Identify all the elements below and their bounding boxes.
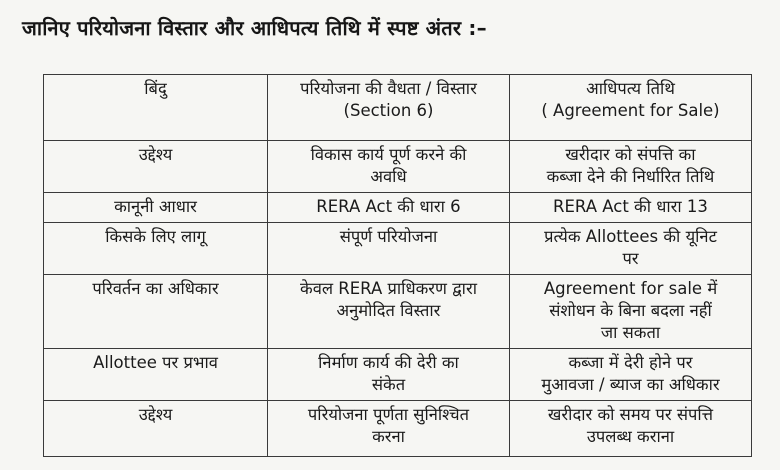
row-label-cell xyxy=(44,223,268,275)
cell-line: संकेत xyxy=(371,375,406,394)
cell-line: RERA Act की धारा 13 xyxy=(553,197,708,216)
cell-line: कब्जा में देरी होने पर xyxy=(568,353,693,372)
cell-line: आधिपत्य तिथि xyxy=(586,79,675,98)
header-cell-possession-date xyxy=(510,75,752,141)
table-row xyxy=(44,349,752,401)
table-cell xyxy=(268,193,510,223)
cell-line: परिवर्तन का अधिकार xyxy=(92,279,219,298)
cell-line: अनुमोदित विस्तार xyxy=(336,301,441,320)
cell-line: (Section 6) xyxy=(343,101,434,120)
page-heading: जानिए परियोजना विस्तार और आधिपत्य तिथि में स्पष्ट अंतर :– xyxy=(22,16,487,40)
table-cell xyxy=(510,349,752,401)
cell-line: पर xyxy=(622,249,639,268)
cell-line: कानूनी आधार xyxy=(114,197,197,216)
cell-line: बिंदु xyxy=(144,79,167,98)
table-cell xyxy=(510,223,752,275)
cell-line: परियोजना पूर्णता सुनिश्चित xyxy=(307,405,470,424)
comparison-table xyxy=(43,74,752,457)
cell-line: खरीदार को समय पर संपत्ति xyxy=(547,405,714,424)
table-row xyxy=(44,275,752,349)
cell-line: RERA Act की धारा 6 xyxy=(316,197,461,216)
table-cell xyxy=(268,401,510,457)
cell-line: जा सकता xyxy=(600,323,661,342)
cell-line: विकास कार्य पूर्ण करने की xyxy=(310,145,467,164)
cell-line: Allottee पर प्रभाव xyxy=(93,353,218,372)
table-cell xyxy=(510,193,752,223)
row-label-cell xyxy=(44,349,268,401)
table-cell xyxy=(268,349,510,401)
row-label-cell xyxy=(44,141,268,193)
cell-line: करना xyxy=(372,427,405,446)
cell-line: प्रत्येक Allottees की यूनिट xyxy=(544,227,717,246)
cell-line: अवधि xyxy=(370,167,407,186)
cell-line: उपलब्ध कराना xyxy=(586,427,675,446)
table-row xyxy=(44,193,752,223)
cell-line: किसके लिए लागू xyxy=(105,227,206,246)
table-row xyxy=(44,223,752,275)
row-label-cell xyxy=(44,401,268,457)
cell-line: खरीदार को संपत्ति का xyxy=(565,145,696,164)
cell-line: Agreement for sale में xyxy=(543,279,718,298)
row-label-cell xyxy=(44,275,268,349)
table-header-row xyxy=(44,75,752,141)
cell-line: मुआवजा / ब्याज का अधिकार xyxy=(541,375,720,394)
cell-line: उद्देश्य xyxy=(138,145,173,164)
table-cell xyxy=(510,141,752,193)
table-cell xyxy=(510,275,752,349)
cell-line: ( Agreement for Sale) xyxy=(541,101,720,120)
cell-line: उद्देश्य xyxy=(138,405,173,424)
cell-line: संशोधन के बिना बदला नहीं xyxy=(549,301,712,320)
header-cell-point xyxy=(44,75,268,141)
cell-line: कब्जा देने की निर्धारित तिथि xyxy=(546,167,715,186)
table-row xyxy=(44,141,752,193)
cell-line: संपूर्ण परियोजना xyxy=(339,227,438,246)
header-cell-project-validity xyxy=(268,75,510,141)
table-row xyxy=(44,401,752,457)
table-cell xyxy=(268,141,510,193)
table-cell xyxy=(268,223,510,275)
row-label-cell xyxy=(44,193,268,223)
cell-line: केवल RERA प्राधिकरण द्वारा xyxy=(300,279,477,298)
cell-line: निर्माण कार्य की देरी का xyxy=(318,353,459,372)
table-cell xyxy=(510,401,752,457)
cell-line: परियोजना की वैधता / विस्तार xyxy=(300,79,477,98)
table-cell xyxy=(268,275,510,349)
